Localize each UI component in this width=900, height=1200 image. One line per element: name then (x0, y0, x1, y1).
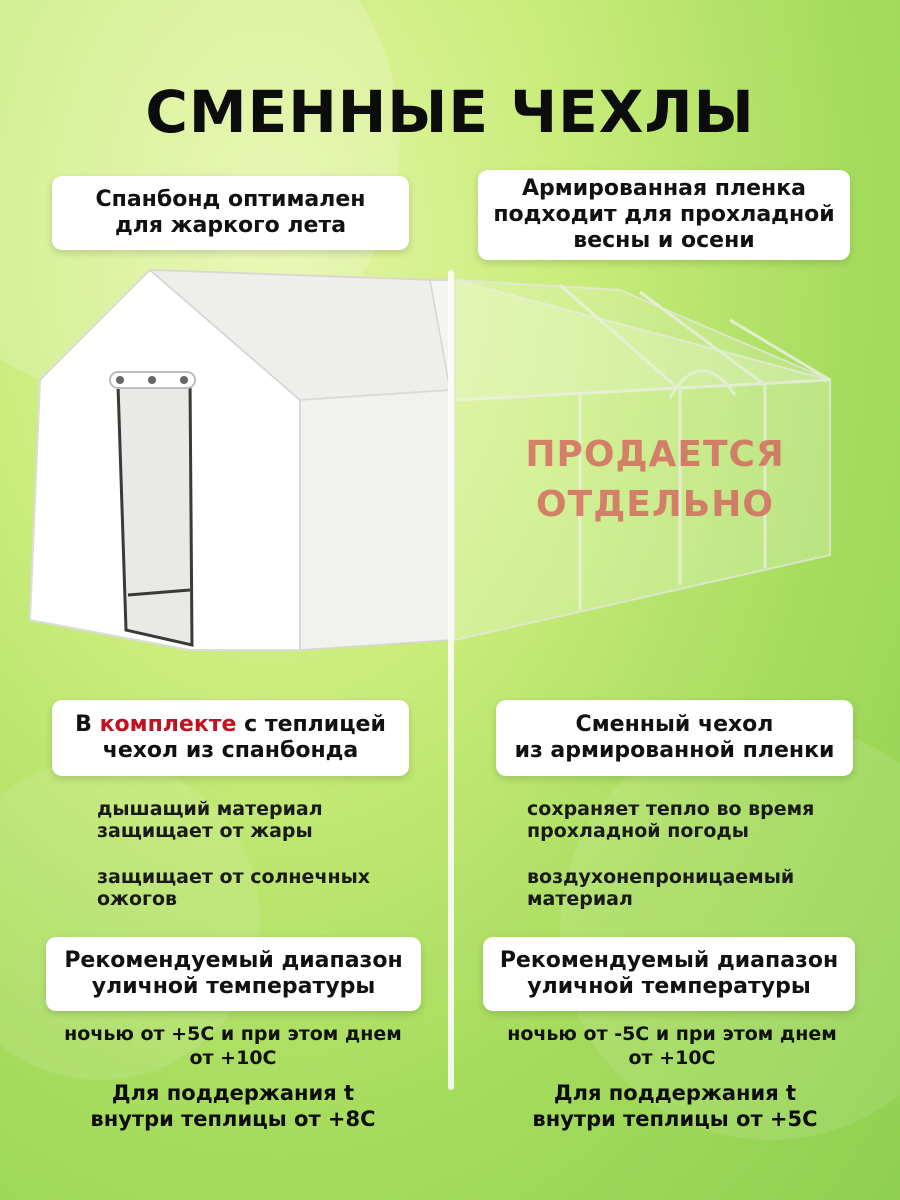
card-line: весны и осени (573, 228, 755, 253)
right-bullets (527, 798, 867, 910)
card-line (75, 712, 386, 738)
temperature-line: ночью от +5С и при этом днем (64, 1023, 402, 1045)
bullet-text: дышащий материал (97, 798, 323, 820)
card-line: Рекомендуемый диапазон (64, 948, 403, 973)
page-title: СМЕННЫЕ ЧЕХЛЫ (145, 78, 755, 146)
spunbond-greenhouse (30, 270, 450, 650)
right-note (470, 1080, 880, 1132)
note-line: внутри теплицы от +8С (90, 1107, 376, 1131)
right-range-card (483, 937, 855, 1011)
kit-highlight: комплекте (99, 712, 237, 737)
note-line: внутри теплицы от +5С (532, 1107, 818, 1131)
kit-prefix: В (75, 712, 100, 737)
kit-card (52, 700, 409, 776)
bullet-text: защищает от жары (97, 820, 313, 842)
stamp-line: ОТДЕЛЬНО (536, 484, 774, 525)
card-line: уличной температуры (91, 974, 376, 999)
bullet-text: защищает от солнечных (97, 866, 371, 888)
bullet-text: воздухонепроницаемый (527, 866, 795, 888)
card-line: Спанбонд оптимален (95, 187, 366, 212)
temperature-line: от +10С (628, 1047, 716, 1069)
divider-line (448, 270, 454, 1090)
bullet-text: материал (527, 888, 633, 910)
sold-separately-stamp (510, 430, 800, 530)
note-line: Для поддержания t (111, 1081, 355, 1105)
background-glow (560, 720, 900, 1140)
bullet-text: ожогов (97, 888, 178, 910)
cover-card (496, 700, 853, 776)
card-line: для жаркого лета (114, 213, 347, 238)
left-note (28, 1080, 438, 1132)
card-line: Армированная пленка (521, 176, 807, 201)
bullet-text: сохраняет тепло во время (527, 798, 815, 820)
card-line: из армированной пленки (514, 738, 835, 763)
note-line: Для поддержания t (553, 1081, 797, 1105)
kit-suffix: с теплицей (236, 712, 386, 737)
left-range-card (46, 937, 421, 1011)
temperature-line: ночью от -5С и при этом днем (507, 1023, 837, 1045)
temperature-line: от +10С (189, 1047, 277, 1069)
card-line: чехол из спанбонда (102, 738, 359, 763)
card-line: Сменный чехол (575, 712, 774, 737)
spunbond-card (52, 176, 409, 250)
bullet-text: прохладной погоды (527, 820, 749, 842)
left-temperature (28, 1022, 438, 1070)
film-card (478, 170, 850, 260)
stamp-line: ПРОДАЕТСЯ (525, 434, 785, 475)
card-line: уличной температуры (527, 974, 811, 999)
left-bullets (97, 798, 427, 910)
right-temperature (467, 1022, 877, 1070)
door (118, 378, 192, 645)
card-line: Рекомендуемый диапазон (499, 948, 839, 973)
card-line: подходит для прохладной (493, 202, 835, 227)
